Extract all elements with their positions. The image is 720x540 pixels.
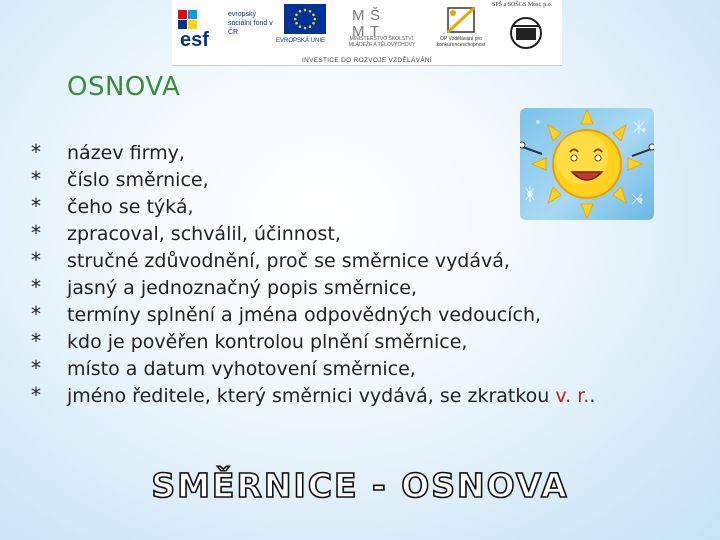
list-item-text: název firmy, (67, 142, 185, 164)
op-vk-logo-label: OP Vzdělávání pro konkurenceschopnost (436, 36, 486, 48)
list-item-text: čeho se týká, (67, 196, 194, 218)
list-item-text: jasný a jednoznačný popis směrnice, (67, 277, 417, 299)
list-item-text: jméno ředitele, který směrnici vydává, se zkratkou (67, 385, 556, 407)
op-vk-logo-icon (442, 4, 482, 36)
eu-flag-icon (284, 4, 326, 34)
logo-banner (172, 0, 562, 66)
bullet-icon: * (31, 383, 41, 407)
msmt-logo-label: MINISTERSTVO ŠKOLSTVÍ, MLÁDEŽE A TĚLOVÝCHOVY (348, 36, 416, 48)
school-name: SPŠ a SOŠGS Most, p.o. (492, 2, 553, 8)
bullet-icon: * (31, 221, 41, 245)
svg-text:esf: esf (180, 29, 209, 50)
svg-text:M: M (352, 7, 365, 24)
bullet-icon: * (31, 356, 41, 380)
banner-caption: INVESTICE DO ROZVOJE VZDĚLÁVÁNÍ (302, 57, 432, 64)
svg-text:M: M (352, 23, 365, 38)
bullet-icon: * (31, 302, 41, 326)
msmt-logo-icon (350, 4, 394, 38)
esf-logo-icon (176, 4, 228, 50)
bullet-icon: * (31, 248, 41, 272)
list-item-text: stručné zdůvodnění, proč se směrnice vydává, (67, 250, 510, 272)
list-item (31, 356, 595, 383)
eu-logo-label: EVROPSKÁ UNIE (276, 38, 326, 44)
osnova-list (31, 140, 595, 410)
slide-title: SMĚRNICE - OSNOVA (151, 466, 569, 505)
bullet-icon: * (31, 275, 41, 299)
list-item-text: zpracoval, schválil, účinnost, (67, 223, 341, 245)
svg-text:Š: Š (370, 7, 381, 24)
list-item-tail: . (589, 385, 596, 407)
list-item-text: místo a datum vyhotovení směrnice, (67, 358, 416, 380)
list-item (31, 248, 595, 275)
list-item (31, 302, 595, 329)
bullet-icon: * (31, 194, 41, 218)
svg-text:T: T (370, 23, 380, 38)
list-item (31, 221, 595, 248)
list-item (31, 329, 595, 356)
list-item-text: kdo je pověřen kontrolou plnění směrnice, (67, 331, 468, 353)
school-logo-icon (502, 14, 550, 52)
list-item (31, 194, 595, 221)
bullet-icon: * (31, 140, 41, 164)
bullet-icon: * (31, 167, 41, 191)
esf-logo-label: evropský sociální fond v ČR (228, 11, 273, 36)
list-item (31, 275, 595, 302)
slide-subtitle: OSNOVA (67, 72, 181, 102)
list-item (31, 140, 595, 167)
list-item (31, 167, 595, 194)
list-item (31, 383, 595, 410)
list-item-text: číslo směrnice, (67, 169, 209, 191)
abbreviation-vr: v. r. (555, 385, 590, 407)
bullet-icon: * (31, 329, 41, 353)
list-item-text: termíny splnění a jména odpovědných vedoucích, (67, 304, 542, 326)
